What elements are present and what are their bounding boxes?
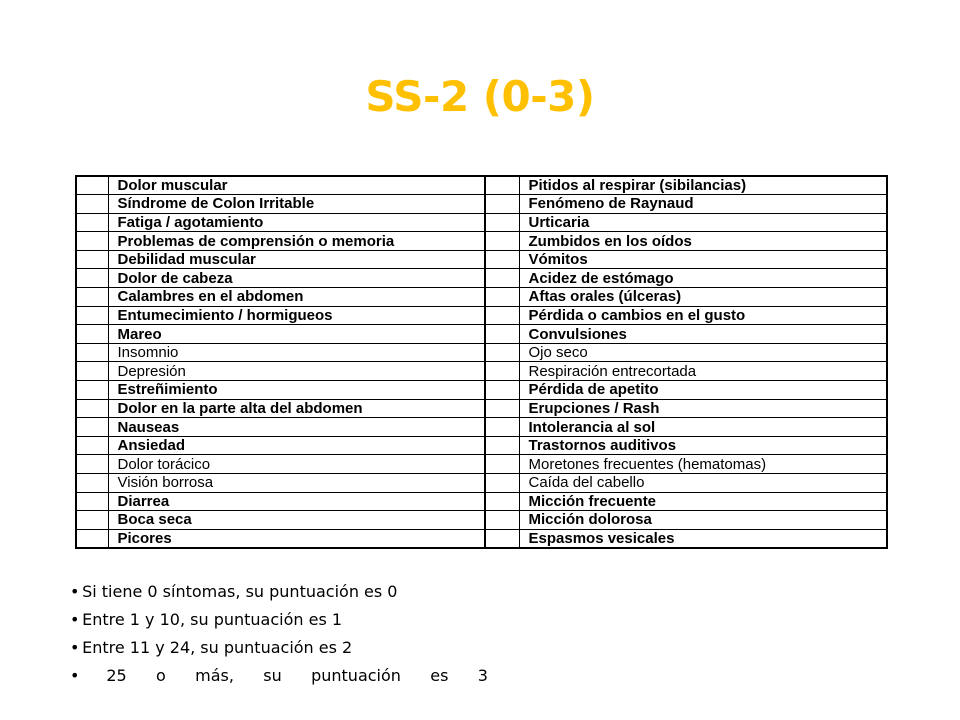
- checkbox-cell-left: [76, 474, 108, 493]
- checkbox-cell-left: [76, 418, 108, 437]
- checkbox-cell-right: [485, 195, 519, 214]
- scoring-rule: [70, 634, 488, 662]
- scoring-rule-word: puntuación: [311, 666, 401, 685]
- scoring-rule-text: Si tiene 0 síntomas, su puntuación es 0: [82, 582, 398, 601]
- scoring-rule-text: Entre 11 y 24, su puntuación es 2: [82, 638, 353, 657]
- table-row: [76, 529, 887, 548]
- table-row: [76, 288, 887, 307]
- table-row: [76, 436, 887, 455]
- table-row: [76, 343, 887, 362]
- symptom-right: Trastornos auditivos: [519, 436, 887, 455]
- symptom-left: Calambres en el abdomen: [108, 288, 485, 307]
- table-row: [76, 176, 887, 195]
- scoring-rule-word: o: [156, 666, 166, 685]
- table-row: [76, 418, 887, 437]
- checkbox-cell-right: [485, 250, 519, 269]
- checkbox-cell-left: [76, 325, 108, 344]
- symptom-left: Mareo: [108, 325, 485, 344]
- checkbox-cell-left: [76, 250, 108, 269]
- scoring-rule: [70, 662, 488, 690]
- scoring-rule-word: 3: [477, 666, 488, 685]
- table-row: [76, 492, 887, 511]
- checkbox-cell-left: [76, 176, 108, 195]
- symptom-right: Respiración entrecortada: [519, 362, 887, 381]
- symptom-left: Ansiedad: [108, 436, 485, 455]
- checkbox-cell-left: [76, 455, 108, 474]
- checkbox-cell-left: [76, 269, 108, 288]
- symptom-left: Depresión: [108, 362, 485, 381]
- symptom-left: Diarrea: [108, 492, 485, 511]
- symptom-right: Pérdida de apetito: [519, 381, 887, 400]
- symptom-left: Dolor muscular: [108, 176, 485, 195]
- scoring-rule-text: Entre 1 y 10, su puntuación es 1: [82, 610, 343, 629]
- symptom-right: Pitidos al respirar (sibilancias): [519, 176, 887, 195]
- symptom-right: Convulsiones: [519, 325, 887, 344]
- table-row: [76, 381, 887, 400]
- table-row: [76, 325, 887, 344]
- symptom-right: Fenómeno de Raynaud: [519, 195, 887, 214]
- checkbox-cell-left: [76, 343, 108, 362]
- table-row: [76, 474, 887, 493]
- table-row: [76, 213, 887, 232]
- symptom-left: Insomnio: [108, 343, 485, 362]
- table-row: [76, 250, 887, 269]
- scoring-rule: [70, 578, 488, 606]
- table-row: [76, 399, 887, 418]
- symptom-left: Boca seca: [108, 511, 485, 530]
- checkbox-cell-right: [485, 436, 519, 455]
- symptom-left: Dolor en la parte alta del abdomen: [108, 399, 485, 418]
- symptom-right: Micción frecuente: [519, 492, 887, 511]
- checkbox-cell-left: [76, 511, 108, 530]
- scoring-rule-word: es: [430, 666, 449, 685]
- scoring-rule: [70, 606, 488, 634]
- symptom-right: Pérdida o cambios en el gusto: [519, 306, 887, 325]
- symptom-left: Debilidad muscular: [108, 250, 485, 269]
- checkbox-cell-right: [485, 474, 519, 493]
- symptom-right: Erupciones / Rash: [519, 399, 887, 418]
- checkbox-cell-right: [485, 232, 519, 251]
- symptom-right: Ojo seco: [519, 343, 887, 362]
- checkbox-cell-right: [485, 455, 519, 474]
- symptom-table-body: [76, 176, 887, 548]
- symptom-right: Intolerancia al sol: [519, 418, 887, 437]
- symptom-left: Fatiga / agotamiento: [108, 213, 485, 232]
- checkbox-cell-right: [485, 269, 519, 288]
- symptom-left: Problemas de comprensión o memoria: [108, 232, 485, 251]
- checkbox-cell-left: [76, 399, 108, 418]
- checkbox-cell-right: [485, 399, 519, 418]
- symptom-left: Visión borrosa: [108, 474, 485, 493]
- checkbox-cell-right: [485, 362, 519, 381]
- symptom-table: [75, 175, 888, 549]
- symptom-left: Entumecimiento / hormigueos: [108, 306, 485, 325]
- checkbox-cell-left: [76, 436, 108, 455]
- checkbox-cell-left: [76, 529, 108, 548]
- checkbox-cell-right: [485, 325, 519, 344]
- symptom-right: Caída del cabello: [519, 474, 887, 493]
- scoring-rule-word: más,: [195, 666, 234, 685]
- table-row: [76, 232, 887, 251]
- checkbox-cell-right: [485, 288, 519, 307]
- bullet-icon: •: [70, 666, 80, 685]
- checkbox-cell-left: [76, 213, 108, 232]
- checkbox-cell-left: [76, 492, 108, 511]
- symptom-right: Micción dolorosa: [519, 511, 887, 530]
- checkbox-cell-left: [76, 306, 108, 325]
- symptom-right: Urticaria: [519, 213, 887, 232]
- symptom-left: Picores: [108, 529, 485, 548]
- table-row: [76, 195, 887, 214]
- checkbox-cell-left: [76, 362, 108, 381]
- scoring-rule-word: su: [263, 666, 282, 685]
- checkbox-cell-left: [76, 232, 108, 251]
- scoring-rules-list: [70, 578, 488, 690]
- checkbox-cell-right: [485, 418, 519, 437]
- checkbox-cell-left: [76, 381, 108, 400]
- checkbox-cell-right: [485, 511, 519, 530]
- symptom-right: Aftas orales (úlceras): [519, 288, 887, 307]
- table-row: [76, 511, 887, 530]
- symptom-left: Dolor torácico: [108, 455, 485, 474]
- bullet-icon: •: [70, 582, 80, 601]
- checkbox-cell-right: [485, 381, 519, 400]
- symptom-right: Vómitos: [519, 250, 887, 269]
- bullet-icon: •: [70, 610, 80, 629]
- symptom-right: Moretones frecuentes (hematomas): [519, 455, 887, 474]
- checkbox-cell-left: [76, 288, 108, 307]
- table-row: [76, 362, 887, 381]
- symptom-right: Espasmos vesicales: [519, 529, 887, 548]
- checkbox-cell-right: [485, 176, 519, 195]
- symptom-left: Estreñimiento: [108, 381, 485, 400]
- symptom-left: Nauseas: [108, 418, 485, 437]
- checkbox-cell-right: [485, 343, 519, 362]
- bullet-icon: •: [70, 638, 80, 657]
- checkbox-cell-left: [76, 195, 108, 214]
- checkbox-cell-right: [485, 306, 519, 325]
- table-row: [76, 306, 887, 325]
- symptom-left: Síndrome de Colon Irritable: [108, 195, 485, 214]
- table-row: [76, 455, 887, 474]
- symptom-left: Dolor de cabeza: [108, 269, 485, 288]
- scoring-rule-word: 25: [106, 666, 127, 685]
- slide-title: SS-2 (0-3): [365, 72, 595, 121]
- table-row: [76, 269, 887, 288]
- symptom-right: Zumbidos en los oídos: [519, 232, 887, 251]
- checkbox-cell-right: [485, 529, 519, 548]
- checkbox-cell-right: [485, 492, 519, 511]
- checkbox-cell-right: [485, 213, 519, 232]
- symptom-right: Acidez de estómago: [519, 269, 887, 288]
